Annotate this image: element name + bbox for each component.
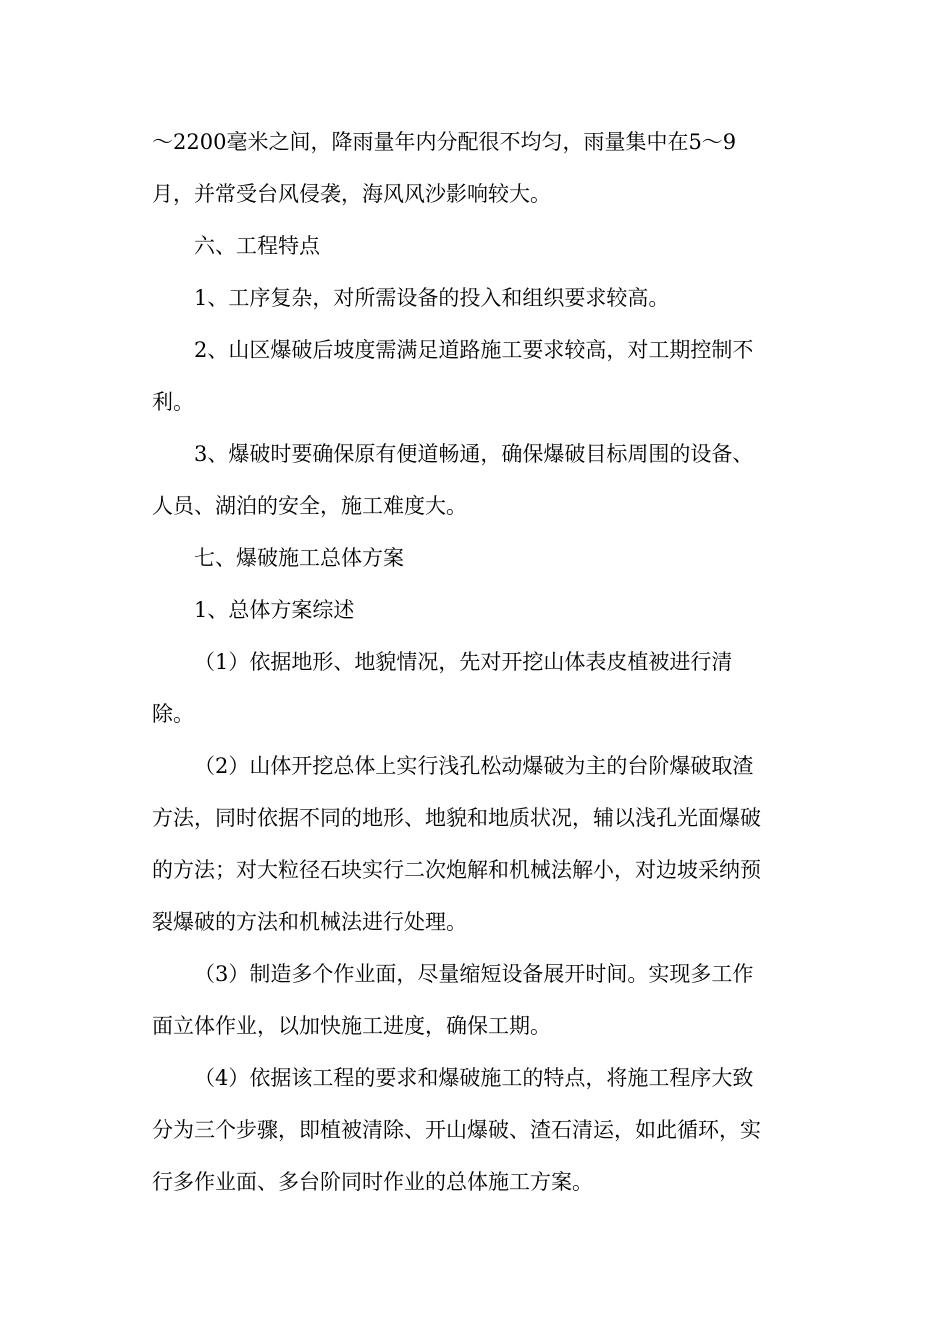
text-line: 人员、湖泊的安全，施工难度大。 xyxy=(152,494,467,518)
text-line: （2）山体开挖总体上实行浅孔松动爆破为主的台阶爆破取渣 xyxy=(194,754,754,778)
document-body xyxy=(152,116,802,1208)
section-heading: 六、工程特点 xyxy=(194,234,320,258)
text-line: 除。 xyxy=(152,702,194,726)
text-line: 面立体作业，以加快施工进度，确保工期。 xyxy=(152,1014,551,1038)
text-line: 方法，同时依据不同的地形、地貌和地质状况，辅以浅孔光面爆破 xyxy=(152,806,761,830)
text-line: （3）制造多个作业面，尽量缩短设备展开时间。实现多工作 xyxy=(194,962,754,986)
text-line: 利。 xyxy=(152,390,194,414)
text-line: 3、爆破时要确保原有便道畅通，确保爆破目标周围的设备、 xyxy=(194,442,754,466)
text-line: 行多作业面、多台阶同时作业的总体施工方案。 xyxy=(152,1170,593,1194)
text-line: 裂爆破的方法和机械法进行处理。 xyxy=(152,910,467,934)
section-heading: 七、爆破施工总体方案 xyxy=(194,546,404,570)
text-line: 2、山区爆破后坡度需满足道路施工要求较高，对工期控制不 xyxy=(194,338,754,362)
text-line: ～2200毫米之间，降雨量年内分配很不均匀，雨量集中在5～9 xyxy=(152,130,737,154)
text-line: 月，并常受台风侵袭，海风风沙影响较大。 xyxy=(152,182,551,206)
text-line: （1）依据地形、地貌情况，先对开挖山体表皮植被进行清 xyxy=(194,650,733,674)
text-line: （4）依据该工程的要求和爆破施工的特点，将施工程序大致 xyxy=(194,1066,754,1090)
text-line: 的方法；对大粒径石块实行二次炮解和机械法解小，对边坡采纳预 xyxy=(152,858,761,882)
subsection-heading: 1、总体方案综述 xyxy=(194,598,355,622)
text-line: 分为三个步骤，即植被清除、开山爆破、渣石清运，如此循环，实 xyxy=(152,1118,761,1142)
text-line: 1、工序复杂，对所需设备的投入和组织要求较高。 xyxy=(194,286,670,310)
